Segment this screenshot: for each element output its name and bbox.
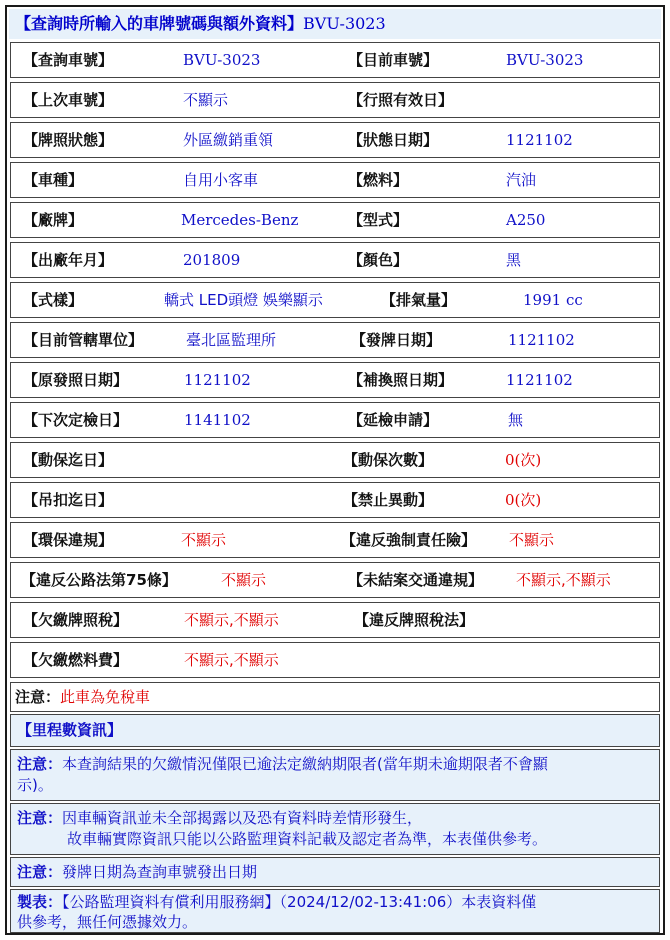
label-open-traffic-violations: 【未結案交通違規】 [348, 571, 484, 589]
label-lien-count: 【動保次數】 [343, 451, 434, 469]
note-disclaimer [10, 803, 660, 855]
query-header-plate: BVU-3023 [303, 14, 386, 33]
label-jurisdiction: 【目前管轄單位】 [23, 331, 144, 349]
label-next-inspection: 【下次定檢日】 [23, 411, 129, 429]
info-row [10, 442, 660, 478]
value-status-date: 1121102 [506, 131, 573, 149]
info-row [10, 82, 660, 118]
label-reissue-date: 【補換照日期】 [348, 371, 454, 389]
info-row [10, 242, 660, 278]
label-vehicle-type: 【車種】 [23, 171, 84, 189]
service-site-link[interactable]: 【公路監理資料有償利用服務網】 [62, 893, 280, 911]
info-row [10, 122, 660, 158]
label-suspension-end-date: 【吊扣迄日】 [23, 491, 114, 509]
label-issue-date: 【發牌日期】 [351, 331, 442, 349]
label-highway-act-violation: 【違反公路法第75條】 [21, 571, 177, 589]
label-previous-plate: 【上次車號】 [23, 91, 114, 109]
tax-note-text: 此車為免稅車 [60, 688, 151, 706]
value-unpaid-fuel-fee: 不顯示,不顯示 [184, 651, 279, 669]
label-current-plate: 【目前車號】 [348, 51, 439, 69]
label-compulsory-insurance-violation: 【違反強制責任險】 [341, 531, 477, 549]
note-text: 發牌日期為查詢車號發出日期 [62, 863, 258, 881]
note-arrears [10, 749, 660, 801]
value-color: 黑 [506, 251, 522, 269]
value-brand: Mercedes-Benz [181, 211, 299, 229]
info-row [10, 602, 660, 638]
info-row [10, 522, 660, 558]
value-open-traffic-violations: 不顯示,不顯示 [516, 571, 611, 589]
vehicle-report [5, 5, 665, 935]
label-model: 【型式】 [348, 211, 409, 229]
note-label: 注意： [17, 863, 63, 881]
mileage-header [10, 714, 660, 747]
info-row [10, 482, 660, 518]
value-query-plate: BVU-3023 [183, 51, 261, 69]
note-label: 注意： [17, 755, 63, 773]
query-header [9, 9, 661, 39]
footer-text: 供參考，無任何憑據效力。 [17, 913, 198, 931]
value-fuel: 汽油 [506, 171, 537, 189]
note-text: 故車輛實際資訊只能以公路監理資料記載及認定者為準，本表僅供參考。 [67, 830, 548, 848]
value-current-plate: BVU-3023 [506, 51, 584, 69]
note-text: 本查詢結果的欠繳情況僅限已逾法定繳納期限者(當年期未逾期限者不會顯 [62, 755, 548, 773]
value-reissue-date: 1121102 [506, 371, 573, 389]
value-extension-request: 無 [508, 411, 524, 429]
label-original-issue-date: 【原發照日期】 [23, 371, 129, 389]
value-unpaid-license-tax: 不顯示,不顯示 [184, 611, 279, 629]
info-row [10, 322, 660, 358]
value-lien-count: 0(次) [505, 451, 542, 469]
info-row [10, 362, 660, 398]
value-highway-act-violation: 不顯示 [221, 571, 267, 589]
note-label: 注意： [17, 809, 63, 827]
value-style: 轎式 LED頭燈 娛樂顯示 [164, 291, 323, 309]
value-previous-plate: 不顯示 [183, 91, 229, 109]
info-row [10, 162, 660, 198]
info-row [10, 282, 660, 318]
value-model: A250 [506, 211, 546, 229]
value-next-inspection: 1141102 [184, 411, 251, 429]
footer-label: 製表： [17, 893, 63, 911]
label-color: 【顏色】 [348, 251, 409, 269]
value-compulsory-insurance-violation: 不顯示 [509, 531, 555, 549]
note-text: 示)。 [17, 776, 53, 794]
value-original-issue-date: 1121102 [184, 371, 251, 389]
value-plate-status: 外區繳銷重領 [183, 131, 274, 149]
value-vehicle-type: 自用小客車 [183, 171, 259, 189]
label-plate-status: 【牌照狀態】 [23, 131, 114, 149]
tax-note-label: 注意： [15, 688, 61, 706]
label-brand: 【廠牌】 [23, 211, 84, 229]
query-header-label: 【查詢時所輸入的車牌號碼與額外資料】 [15, 14, 304, 33]
label-unpaid-license-tax: 【欠繳牌照稅】 [23, 611, 129, 629]
label-style: 【式樣】 [23, 291, 84, 309]
value-transfer-ban: 0(次) [505, 491, 542, 509]
label-status-date: 【狀態日期】 [348, 131, 439, 149]
label-fuel: 【燃料】 [348, 171, 409, 189]
label-query-plate: 【查詢車號】 [23, 51, 114, 69]
note-text: 因車輛資訊並未全部揭露以及恐有資料時差情形發生， [62, 809, 423, 827]
value-environmental-violation: 不顯示 [181, 531, 227, 549]
info-row [10, 642, 660, 678]
info-row [10, 562, 660, 598]
info-row [10, 202, 660, 238]
info-row [10, 42, 660, 78]
value-manufacture-date: 201809 [183, 251, 241, 269]
note-issue-date [10, 857, 660, 887]
info-row [10, 402, 660, 438]
label-displacement: 【排氣量】 [381, 291, 457, 309]
mileage-header-label: 【里程數資訊】 [17, 721, 123, 739]
label-license-tax-violation: 【違反牌照稅法】 [354, 611, 475, 629]
value-jurisdiction: 臺北區監理所 [186, 331, 277, 349]
label-manufacture-date: 【出廠年月】 [23, 251, 114, 269]
value-displacement: 1991 cc [523, 291, 583, 309]
label-environmental-violation: 【環保違規】 [23, 531, 114, 549]
footer-timestamp-text: （2024/12/02-13:41:06）本表資料僅 [279, 893, 537, 911]
tax-exempt-note [10, 682, 660, 712]
label-license-valid-date: 【行照有效日】 [348, 91, 454, 109]
label-extension-request: 【延檢申請】 [348, 411, 439, 429]
report-footer [10, 889, 660, 933]
value-issue-date: 1121102 [508, 331, 575, 349]
label-transfer-ban: 【禁止異動】 [343, 491, 434, 509]
label-unpaid-fuel-fee: 【欠繳燃料費】 [23, 651, 129, 669]
label-lien-end-date: 【動保迄日】 [23, 451, 114, 469]
